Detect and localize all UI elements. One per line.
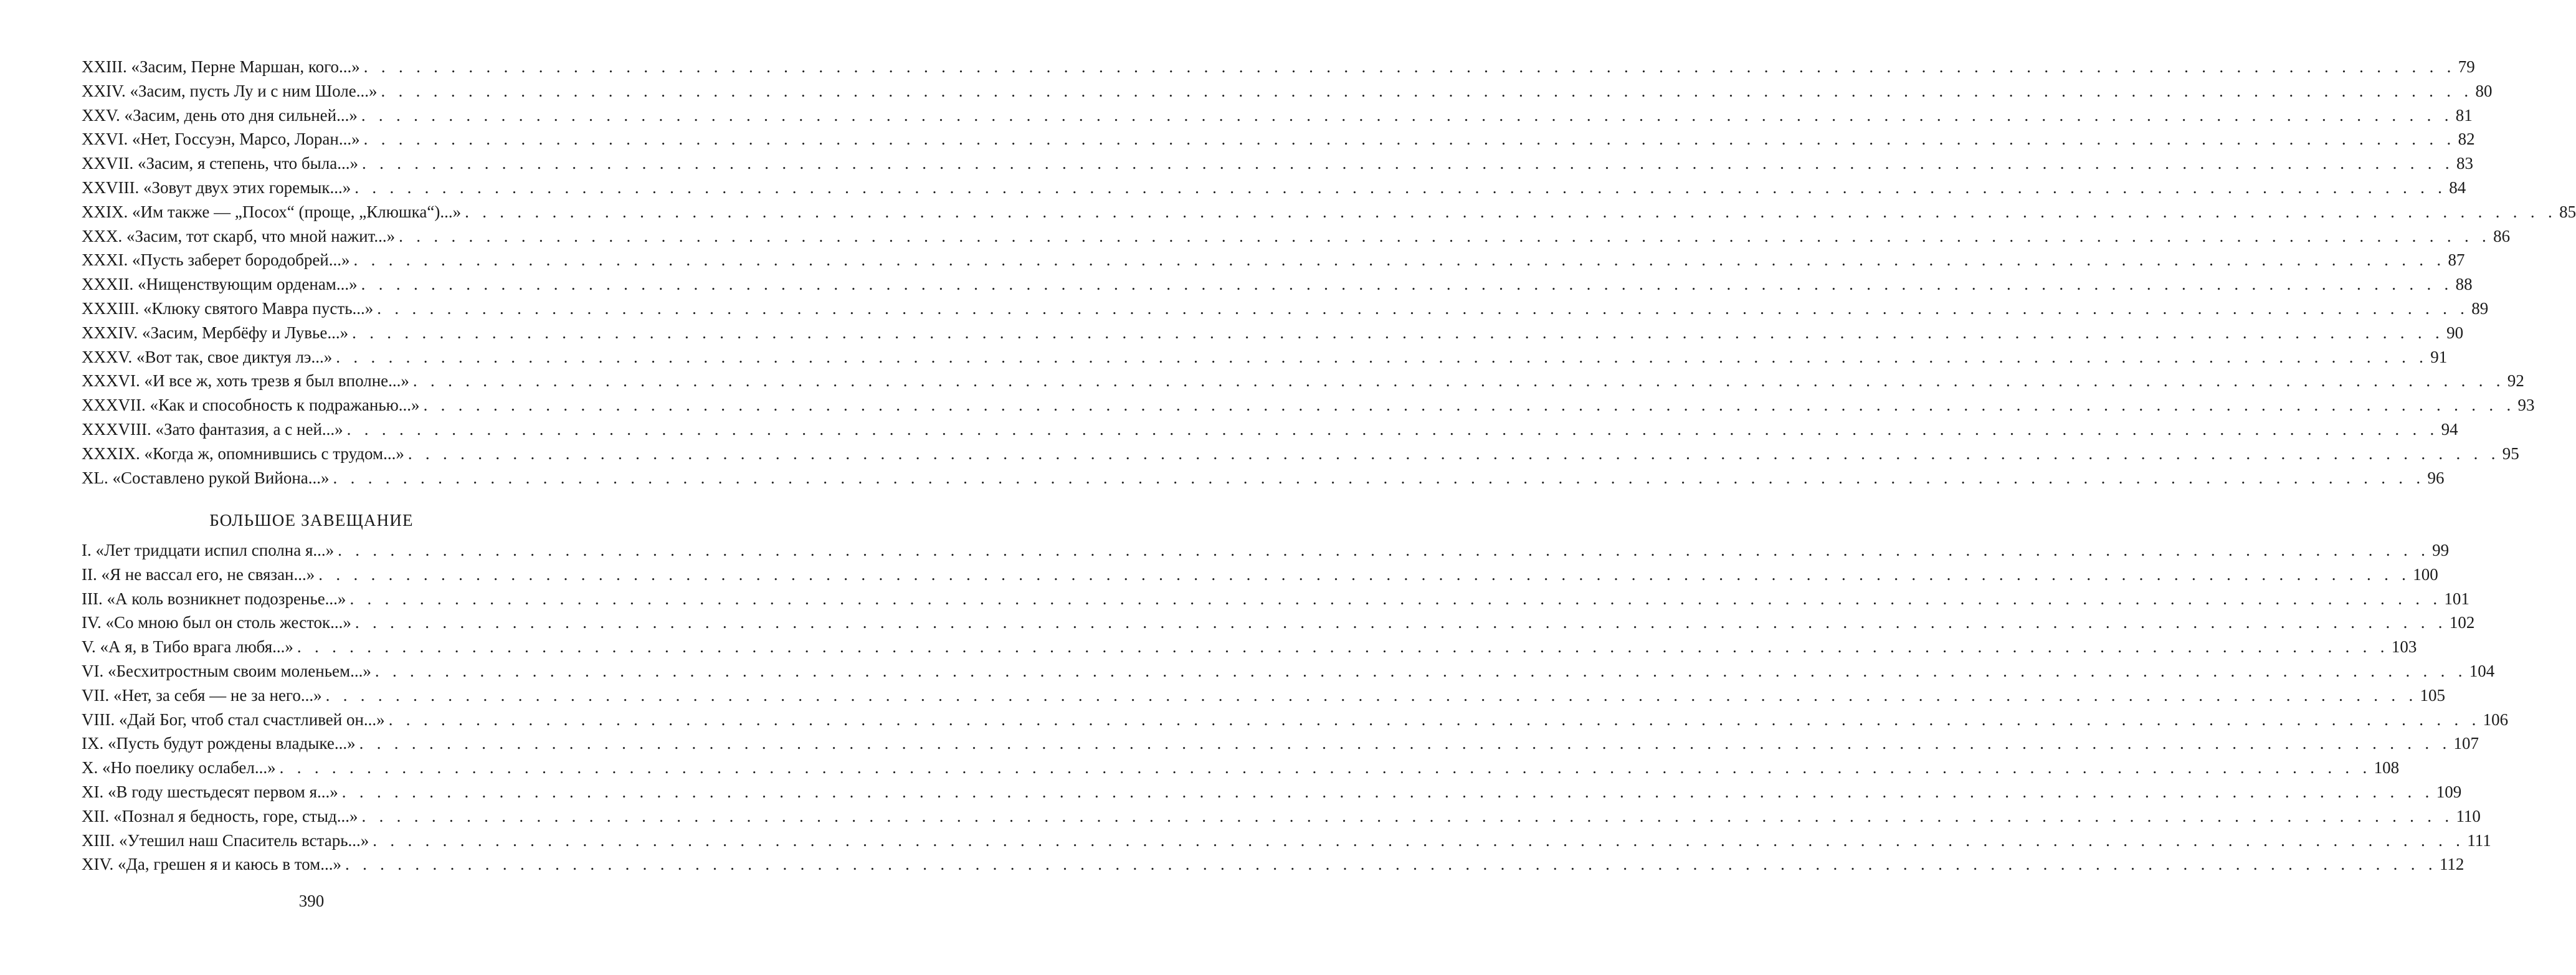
toc-entry bbox=[82, 272, 2473, 297]
dot-leader: . . . . . . . . . . . . . . . . . . . . . . . . . . . . . . . . . . . . . . . . . . . . . . . . . . . . . . . . . . . . . . . . . . . . . . . . . . . . . . . . . . . . . . . . . . . . . . . . . . . . . . . . . . . . . . . . . . . . . . . . bbox=[345, 855, 2437, 874]
dot-leader: . . . . . . . . . . . . . . . . . . . . . . . . . . . . . . . . . . . . . . . . . . . . . . . . . . . . . . . . . . . . . . . . . . . . . . . . . . . . . . . . . . . . . . . . . . . . . . . . . . . . . . . . . . . . . . . . . . . . . . . . bbox=[465, 202, 2557, 221]
toc-entry-title: XXXVII. «Как и способность к подражанью...» bbox=[82, 396, 420, 415]
toc-entry bbox=[82, 829, 2491, 853]
toc-entry-page-number: 102 bbox=[2449, 613, 2475, 632]
toc-entry bbox=[82, 224, 2511, 249]
toc-entry bbox=[82, 55, 2475, 79]
toc-entry-page-number: 86 bbox=[2493, 226, 2511, 245]
toc-entry-title: IX. «Пусть будут рождены владыке...» bbox=[82, 734, 356, 753]
toc-entry-page-number: 92 bbox=[2507, 371, 2524, 391]
dot-leader: . . . . . . . . . . . . . . . . . . . . . . . . . . . . . . . . . . . . . . . . . . . . . . . . . . . . . . . . . . . . . . . . . . . . . . . . . . . . . . . . . . . . . . . . . . . . . . . . . . . . . . . . . . . . . . . . . . . . . . . . bbox=[412, 371, 2505, 391]
toc-entry-page-number: 83 bbox=[2456, 154, 2473, 173]
toc-entry-title: XXV. «Засим, день ото дня сильней...» bbox=[82, 105, 358, 125]
toc-entry-title: XIII. «Утешил наш Спаситель встарь...» bbox=[82, 830, 369, 850]
toc-entry-title: XXXIV. «Засим, Мербёфу и Лувье...» bbox=[82, 323, 349, 342]
toc-entry bbox=[82, 297, 2489, 321]
toc-list-lesser-testament bbox=[82, 55, 2576, 490]
dot-leader: . . . . . . . . . . . . . . . . . . . . . . . . . . . . . . . . . . . . . . . . . . . . . . . . . . . . . . . . . . . . . . . . . . . . . . . . . . . . . . . . . . . . . . . . . . . . . . . . . . . . . . . . . . . . . . . . . . . . . . . . bbox=[359, 734, 2451, 753]
toc-entry-title: X. «Но поелику ослабел...» bbox=[82, 758, 276, 778]
toc-entry bbox=[82, 852, 2464, 877]
toc-entry bbox=[82, 563, 2438, 587]
toc-entry-page-number: 112 bbox=[2439, 855, 2464, 874]
toc-entry-page-number: 95 bbox=[2502, 444, 2519, 463]
toc-entry bbox=[82, 442, 2519, 466]
toc-entry-page-number: 93 bbox=[2517, 396, 2535, 415]
dot-leader: . . . . . . . . . . . . . . . . . . . . . . . . . . . . . . . . . . . . . . . . . . . . . . . . . . . . . . . . . . . . . . . . . . . . . . . . . . . . . . . . . . . . . . . . . . . . . . . . . . . . . . . . . . . . . . . . . . . . . . . . bbox=[338, 541, 2430, 559]
toc-entry bbox=[82, 393, 2535, 417]
dot-leader: . . . . . . . . . . . . . . . . . . . . . . . . . . . . . . . . . . . . . . . . . . . . . . . . . . . . . . . . . . . . . . . . . . . . . . . . . . . . . . . . . . . . . . . . . . . . . . . . . . . . . . . . . . . . . . . . . . . . . . . . bbox=[318, 564, 2411, 584]
toc-entry bbox=[82, 635, 2417, 659]
toc-entry-page-number: 82 bbox=[2458, 130, 2475, 149]
dot-leader: . . . . . . . . . . . . . . . . . . . . . . . . . . . . . . . . . . . . . . . . . . . . . . . . . . . . . . . . . . . . . . . . . . . . . . . . . . . . . . . . . . . . . . . . . . . . . . . . . . . . . . . . . . . . . . . . . . . . . . . . bbox=[279, 758, 2372, 778]
toc-entry-title: XXXI. «Пусть заберет бородобрей...» bbox=[82, 250, 350, 270]
toc-entry bbox=[82, 683, 2446, 708]
toc-entry-title: I. «Лет тридцати испил сполна я...» bbox=[82, 541, 335, 559]
dot-leader: . . . . . . . . . . . . . . . . . . . . . . . . . . . . . . . . . . . . . . . . . . . . . . . . . . . . . . . . . . . . . . . . . . . . . . . . . . . . . . . . . . . . . . . . . . . . . . . . . . . . . . . . . . . . . . . . . . . . . . . . bbox=[399, 226, 2491, 245]
toc-entry bbox=[82, 587, 2469, 611]
dot-leader: . . . . . . . . . . . . . . . . . . . . . . . . . . . . . . . . . . . . . . . . . . . . . . . . . . . . . . . . . . . . . . . . . . . . . . . . . . . . . . . . . . . . . . . . . . . . . . . . . . . . . . . . . . . . . . . . . . . . . . . . bbox=[297, 637, 2389, 657]
toc-entry-page-number: 89 bbox=[2471, 298, 2489, 318]
dot-leader: . . . . . . . . . . . . . . . . . . . . . . . . . . . . . . . . . . . . . . . . . . . . . . . . . . . . . . . . . . . . . . . . . . . . . . . . . . . . . . . . . . . . . . . . . . . . . . . . . . . . . . . . . . . . . . . . . . . . . . . . bbox=[381, 81, 2473, 100]
toc-entry-page-number: 103 bbox=[2391, 637, 2417, 657]
dot-leader: . . . . . . . . . . . . . . . . . . . . . . . . . . . . . . . . . . . . . . . . . . . . . . . . . . . . . . . . . . . . . . . . . . . . . . . . . . . . . . . . . . . . . . . . . . . . . . . . . . . . . . . . . . . . . . . . . . . . . . . . bbox=[423, 396, 2516, 415]
toc-entry-page-number: 91 bbox=[2430, 347, 2448, 366]
toc-entry-title: XXXVI. «И все ж, хоть трезв я был вполне...» bbox=[82, 371, 409, 391]
toc-entry-page-number: 100 bbox=[2413, 564, 2438, 584]
dot-leader: . . . . . . . . . . . . . . . . . . . . . . . . . . . . . . . . . . . . . . . . . . . . . . . . . . . . . . . . . . . . . . . . . . . . . . . . . . . . . . . . . . . . . . . . . . . . . . . . . . . . . . . . . . . . . . . . . . . . . . . . bbox=[325, 685, 2418, 705]
toc-entry bbox=[82, 804, 2481, 829]
toc-entry bbox=[82, 200, 2576, 224]
toc-entry bbox=[82, 417, 2458, 442]
toc-entry-title: XXXIX. «Когда ж, опомнившись с трудом...» bbox=[82, 444, 404, 463]
toc-entry-page-number: 101 bbox=[2444, 589, 2469, 608]
dot-leader: . . . . . . . . . . . . . . . . . . . . . . . . . . . . . . . . . . . . . . . . . . . . . . . . . . . . . . . . . . . . . . . . . . . . . . . . . . . . . . . . . . . . . . . . . . . . . . . . . . . . . . . . . . . . . . . . . . . . . . . . bbox=[349, 589, 2442, 608]
toc-entry bbox=[82, 79, 2493, 103]
page-number: 390 bbox=[298, 892, 325, 910]
dot-leader: . . . . . . . . . . . . . . . . . . . . . . . . . . . . . . . . . . . . . . . . . . . . . . . . . . . . . . . . . . . . . . . . . . . . . . . . . . . . . . . . . . . . . . . . . . . . . . . . . . . . . . . . . . . . . . . . . . . . . . . . bbox=[362, 154, 2454, 173]
toc-entry-title: XXXV. «Вот так, свое диктуя лэ...» bbox=[82, 347, 333, 366]
dot-leader: . . . . . . . . . . . . . . . . . . . . . . . . . . . . . . . . . . . . . . . . . . . . . . . . . . . . . . . . . . . . . . . . . . . . . . . . . . . . . . . . . . . . . . . . . . . . . . . . . . . . . . . . . . . . . . . . . . . . . . . . bbox=[407, 444, 2500, 463]
dot-leader: . . . . . . . . . . . . . . . . . . . . . . . . . . . . . . . . . . . . . . . . . . . . . . . . . . . . . . . . . . . . . . . . . . . . . . . . . . . . . . . . . . . . . . . . . . . . . . . . . . . . . . . . . . . . . . . . . . . . . . . . bbox=[333, 468, 2425, 487]
toc-entry-title: XXVI. «Нет, Госсуэн, Марсо, Лоран...» bbox=[82, 130, 360, 149]
dot-leader: . . . . . . . . . . . . . . . . . . . . . . . . . . . . . . . . . . . . . . . . . . . . . . . . . . . . . . . . . . . . . . . . . . . . . . . . . . . . . . . . . . . . . . . . . . . . . . . . . . . . . . . . . . . . . . . . . . . . . . . . bbox=[388, 710, 2481, 729]
dot-leader: . . . . . . . . . . . . . . . . . . . . . . . . . . . . . . . . . . . . . . . . . . . . . . . . . . . . . . . . . . . . . . . . . . . . . . . . . . . . . . . . . . . . . . . . . . . . . . . . . . . . . . . . . . . . . . . . . . . . . . . . bbox=[346, 419, 2439, 439]
toc-entry-page-number: 109 bbox=[2436, 782, 2462, 801]
dot-leader: . . . . . . . . . . . . . . . . . . . . . . . . . . . . . . . . . . . . . . . . . . . . . . . . . . . . . . . . . . . . . . . . . . . . . . . . . . . . . . . . . . . . . . . . . . . . . . . . . . . . . . . . . . . . . . . . . . . . . . . . bbox=[353, 250, 2446, 270]
toc-entry bbox=[82, 151, 2473, 176]
toc-entry-page-number: 80 bbox=[2475, 81, 2493, 100]
toc-entry-title: V. «А я, в Тибо врага любя...» bbox=[82, 637, 293, 657]
toc-entry-page-number: 110 bbox=[2456, 806, 2481, 825]
dot-leader: . . . . . . . . . . . . . . . . . . . . . . . . . . . . . . . . . . . . . . . . . . . . . . . . . . . . . . . . . . . . . . . . . . . . . . . . . . . . . . . . . . . . . . . . . . . . . . . . . . . . . . . . . . . . . . . . . . . . . . . . bbox=[374, 661, 2467, 680]
dot-leader: . . . . . . . . . . . . . . . . . . . . . . . . . . . . . . . . . . . . . . . . . . . . . . . . . . . . . . . . . . . . . . . . . . . . . . . . . . . . . . . . . . . . . . . . . . . . . . . . . . . . . . . . . . . . . . . . . . . . . . . . bbox=[341, 782, 2434, 801]
toc-entry-title: VI. «Бесхитростным своим моленьем...» bbox=[82, 661, 371, 680]
toc-entry bbox=[82, 611, 2475, 635]
toc-entry-title: VII. «Нет, за себя — не за него...» bbox=[82, 685, 322, 705]
toc-entry bbox=[82, 103, 2473, 128]
toc-entry bbox=[82, 659, 2495, 683]
toc-entry-title: XI. «В году шестьдесят первом я...» bbox=[82, 782, 338, 801]
toc-entry bbox=[82, 538, 2450, 563]
toc-entry-title: XL. «Составлено рукой Вийона...» bbox=[82, 468, 330, 487]
toc-entry-title: XII. «Познал я бедность, горе, стыд...» bbox=[82, 806, 358, 825]
dot-leader: . . . . . . . . . . . . . . . . . . . . . . . . . . . . . . . . . . . . . . . . . . . . . . . . . . . . . . . . . . . . . . . . . . . . . . . . . . . . . . . . . . . . . . . . . . . . . . . . . . . . . . . . . . . . . . . . . . . . . . . . bbox=[352, 323, 2445, 342]
dot-leader: . . . . . . . . . . . . . . . . . . . . . . . . . . . . . . . . . . . . . . . . . . . . . . . . . . . . . . . . . . . . . . . . . . . . . . . . . . . . . . . . . . . . . . . . . . . . . . . . . . . . . . . . . . . . . . . . . . . . . . . . bbox=[363, 57, 2456, 76]
dot-leader: . . . . . . . . . . . . . . . . . . . . . . . . . . . . . . . . . . . . . . . . . . . . . . . . . . . . . . . . . . . . . . . . . . . . . . . . . . . . . . . . . . . . . . . . . . . . . . . . . . . . . . . . . . . . . . . . . . . . . . . . bbox=[363, 130, 2456, 149]
toc-entry-title: VIII. «Дай Бог, чтоб стал счастливей он...» bbox=[82, 710, 385, 729]
dot-leader: . . . . . . . . . . . . . . . . . . . . . . . . . . . . . . . . . . . . . . . . . . . . . . . . . . . . . . . . . . . . . . . . . . . . . . . . . . . . . . . . . . . . . . . . . . . . . . . . . . . . . . . . . . . . . . . . . . . . . . . . bbox=[354, 613, 2447, 632]
toc-entry bbox=[82, 127, 2475, 151]
section-heading: БОЛЬШОЕ ЗАВЕЩАНИЕ bbox=[209, 511, 414, 530]
toc-entry-title: XXXVIII. «Зато фантазия, а с ней...» bbox=[82, 419, 343, 439]
toc-entry-page-number: 96 bbox=[2427, 468, 2445, 487]
toc-entry-page-number: 87 bbox=[2448, 250, 2465, 270]
dot-leader: . . . . . . . . . . . . . . . . . . . . . . . . . . . . . . . . . . . . . . . . . . . . . . . . . . . . . . . . . . . . . . . . . . . . . . . . . . . . . . . . . . . . . . . . . . . . . . . . . . . . . . . . . . . . . . . . . . . . . . . . bbox=[336, 347, 2428, 366]
toc-entry-page-number: 81 bbox=[2455, 105, 2473, 125]
toc-list-great-testament bbox=[82, 538, 2509, 877]
toc-entry-page-number: 108 bbox=[2374, 758, 2400, 778]
toc-entry-page-number: 84 bbox=[2449, 178, 2466, 197]
toc-entry-page-number: 79 bbox=[2458, 57, 2475, 76]
toc-entry-title: XIV. «Да, грешен я и каюсь в том...» bbox=[82, 855, 341, 874]
toc-entry bbox=[82, 780, 2462, 804]
toc-entry bbox=[82, 248, 2465, 272]
toc-entry bbox=[82, 466, 2445, 490]
toc-entry bbox=[82, 756, 2400, 780]
dot-leader: . . . . . . . . . . . . . . . . . . . . . . . . . . . . . . . . . . . . . . . . . . . . . . . . . . . . . . . . . . . . . . . . . . . . . . . . . . . . . . . . . . . . . . . . . . . . . . . . . . . . . . . . . . . . . . . . . . . . . . . . bbox=[373, 830, 2465, 850]
dot-leader: . . . . . . . . . . . . . . . . . . . . . . . . . . . . . . . . . . . . . . . . . . . . . . . . . . . . . . . . . . . . . . . . . . . . . . . . . . . . . . . . . . . . . . . . . . . . . . . . . . . . . . . . . . . . . . . . . . . . . . . . bbox=[361, 275, 2453, 294]
toc-entry-page-number: 111 bbox=[2467, 830, 2491, 850]
toc-entry-page-number: 104 bbox=[2469, 661, 2495, 680]
toc-entry-title: XXX. «Засим, тот скарб, что мной нажит...» bbox=[82, 226, 396, 245]
toc-entry-page-number: 107 bbox=[2453, 734, 2479, 753]
toc-entry-page-number: 90 bbox=[2446, 323, 2464, 342]
toc-entry bbox=[82, 345, 2448, 369]
toc-entry-title: XXXII. «Нищенствующим орденам...» bbox=[82, 275, 358, 294]
toc-entry-page-number: 106 bbox=[2483, 710, 2509, 729]
toc-entry bbox=[82, 176, 2466, 200]
toc-entry-title: II. «Я не вассал его, не связан...» bbox=[82, 564, 315, 584]
toc-entry-page-number: 85 bbox=[2559, 202, 2576, 221]
toc-entry-title: IV. «Со мною был он столь жесток...» bbox=[82, 613, 351, 632]
toc-entry bbox=[82, 369, 2524, 393]
toc-entry-title: XXIV. «Засим, пусть Лу и с ним Шоле...» bbox=[82, 81, 378, 100]
toc-entry-page-number: 94 bbox=[2441, 419, 2458, 439]
toc-entry-title: XXVIII. «Зовут двух этих горемык...» bbox=[82, 178, 351, 197]
toc-entry-title: XXXIII. «Клюку святого Мавра пусть...» bbox=[82, 298, 374, 318]
toc-entry-page-number: 105 bbox=[2420, 685, 2446, 705]
toc-entry-title: III. «А коль возникнет подозренье...» bbox=[82, 589, 346, 608]
toc-entry bbox=[82, 731, 2479, 756]
dot-leader: . . . . . . . . . . . . . . . . . . . . . . . . . . . . . . . . . . . . . . . . . . . . . . . . . . . . . . . . . . . . . . . . . . . . . . . . . . . . . . . . . . . . . . . . . . . . . . . . . . . . . . . . . . . . . . . . . . . . . . . . bbox=[361, 806, 2454, 825]
toc-entry-title: XXVII. «Засим, я степень, что была...» bbox=[82, 154, 358, 173]
toc-entry bbox=[82, 321, 2464, 345]
dot-leader: . . . . . . . . . . . . . . . . . . . . . . . . . . . . . . . . . . . . . . . . . . . . . . . . . . . . . . . . . . . . . . . . . . . . . . . . . . . . . . . . . . . . . . . . . . . . . . . . . . . . . . . . . . . . . . . . . . . . . . . . bbox=[377, 298, 2469, 318]
toc-entry bbox=[82, 708, 2509, 732]
toc-entry-title: XXIX. «Им также — „Посох“ (проще, „Клюшка“)...» bbox=[82, 202, 462, 221]
dot-leader: . . . . . . . . . . . . . . . . . . . . . . . . . . . . . . . . . . . . . . . . . . . . . . . . . . . . . . . . . . . . . . . . . . . . . . . . . . . . . . . . . . . . . . . . . . . . . . . . . . . . . . . . . . . . . . . . . . . . . . . . bbox=[361, 105, 2453, 125]
toc-entry-title: XXIII. «Засим, Перне Маршан, кого...» bbox=[82, 57, 360, 76]
toc-entry-page-number: 99 bbox=[2432, 541, 2450, 559]
dot-leader: . . . . . . . . . . . . . . . . . . . . . . . . . . . . . . . . . . . . . . . . . . . . . . . . . . . . . . . . . . . . . . . . . . . . . . . . . . . . . . . . . . . . . . . . . . . . . . . . . . . . . . . . . . . . . . . . . . . . . . . . bbox=[354, 178, 2447, 197]
toc-entry-page-number: 88 bbox=[2455, 275, 2473, 294]
